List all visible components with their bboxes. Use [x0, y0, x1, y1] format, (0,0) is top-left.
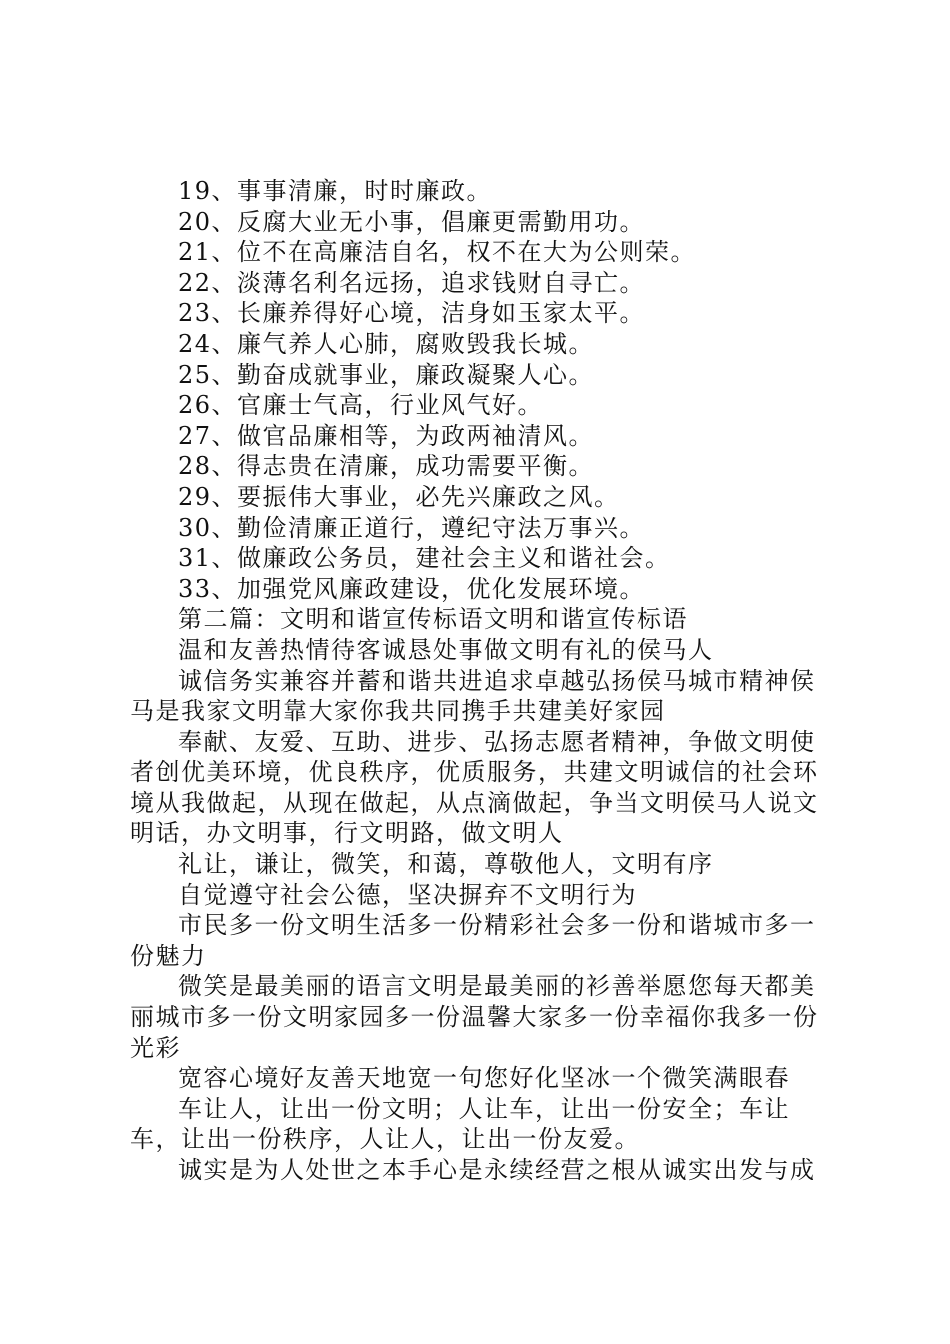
paragraph-slogan-19: 19、事事清廉，时时廉政。 [178, 177, 493, 205]
document-body [130, 176, 840, 1186]
paragraph-text: 礼让，谦让，微笑，和蔼，尊敬他人，文明有序 [178, 850, 714, 879]
paragraph-text: 市民多一份文明生活多一份精彩社会多一份和谐城市多一份魅力 [130, 911, 816, 970]
paragraph-slogan-28: 28、得志贵在清廉，成功需要平衡。 [178, 452, 595, 481]
paragraph-slogan-27: 27、做官品廉相等，为政两袖清风。 [178, 421, 595, 450]
paragraph-slogan-20: 20、反腐大业无小事，倡廉更需勤用功。 [178, 207, 646, 236]
paragraph-text: 诚实是为人处世之本手心是永续经营之根从诚实出发与成 [178, 1156, 816, 1184]
paragraph-slogan-26: 26、官廉士气高，行业风气好。 [178, 391, 544, 420]
paragraph-slogan-30: 30、勤俭清廉正道行，遵纪守法万事兴。 [178, 513, 646, 542]
paragraph-slogan-25: 25、勤奋成就事业，廉政凝聚人心。 [178, 360, 595, 389]
paragraph-slogan-29: 29、要振伟大事业，必先兴廉政之风。 [178, 482, 620, 511]
paragraph-text: 奉献、友爱、互助、进步、弘扬志愿者精神，争做文明使者创优美环境，优良秩序，优质服务，共建文明诚信的社会环境从我做起，从现在做起，从点滴做起，争当文明侯马人说文明话，办文明事，行文明路，做文明人 [130, 727, 819, 848]
paragraph-slogan-22: 22、淡薄名利名远扬，追求钱财自寻亡。 [178, 268, 646, 297]
paragraph-text: 诚信务实兼容并蓄和谐共进追求卓越弘扬侯马城市精神侯马是我家文明靠大家你我共同携手共建美好家园 [130, 666, 816, 726]
paragraph-slogan-24: 24、廉气养人心肺，腐败毁我长城。 [178, 329, 595, 358]
paragraph-slogan-21: 21、位不在高廉洁自名，权不在大为公则荣。 [178, 238, 697, 267]
paragraph-text: 温和友善热情待客诚恳处事做文明有礼的侯马人 [178, 635, 714, 664]
section-heading: 第二篇：文明和谐宣传标语文明和谐宣传标语 [178, 605, 688, 634]
paragraph-text: 车让人，让出一份文明；人让车，让出一份安全；车让车，让出一份秩序，人让人，让出一份友爱。 [130, 1094, 790, 1154]
paragraph-text: 宽容心境好友善天地宽一句您好化坚冰一个微笑满眼春 [178, 1064, 790, 1093]
paragraph-slogan-33: 33、加强党风廉政建设，优化发展环境。 [178, 574, 646, 603]
paragraph-slogan-31: 31、做廉政公务员，建社会主义和谐社会。 [178, 544, 671, 573]
paragraph-text: 微笑是最美丽的语言文明是最美丽的衫善举愿您每天都美丽城市多一份文明家园多一份温馨大家多一份幸福你我多一份光彩 [130, 972, 819, 1062]
paragraph-slogan-23: 23、长廉养得好心境，洁身如玉家太平。 [178, 299, 646, 328]
paragraph-text: 自觉遵守社会公德，坚决摒弃不文明行为 [178, 880, 637, 909]
